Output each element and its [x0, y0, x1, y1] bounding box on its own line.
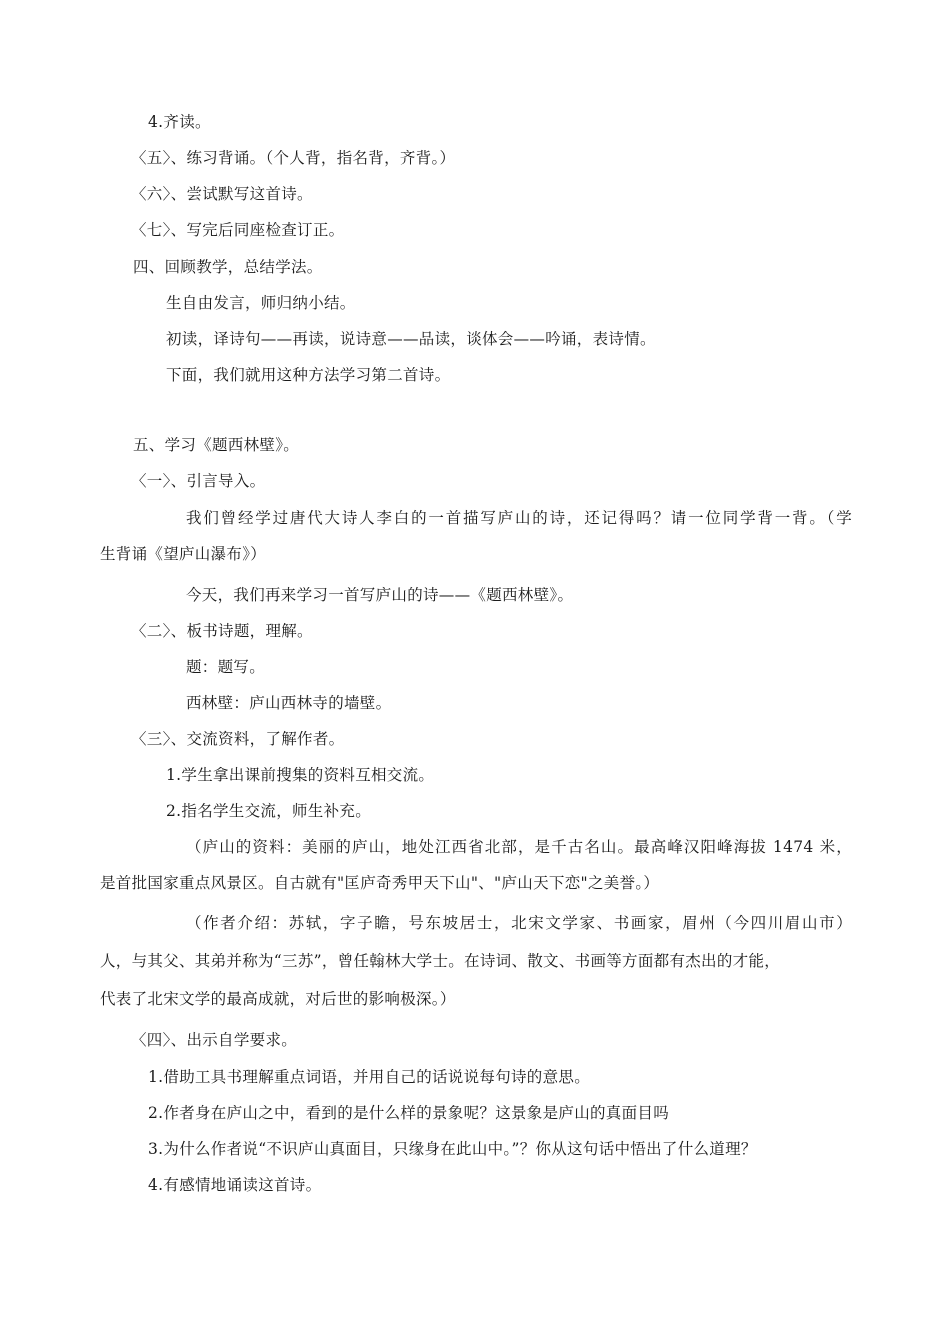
author-line-3: 代表了北宋文学的最高成就，对后世的影响极深。） [100, 990, 456, 1008]
step-4-recite-together: 4.齐读。 [148, 113, 211, 131]
introduction-paragraph [100, 508, 852, 564]
review-method-summary: 初读，译诗句——再读，说诗意——品读，谈体会——吟诵，表诗情。 [166, 330, 656, 348]
section-4-self-study: 〈四〉、出示自学要求。 [131, 1031, 298, 1049]
section-5-practice-recite: 〈五〉、练习背诵。（个人背，指名背，齐背。） [131, 149, 456, 167]
author-introduction-paragraph [100, 913, 852, 1009]
section-7-peer-check: 〈七〉、写完后同座检查订正。 [131, 221, 345, 239]
section-6-dictation: 〈六〉、尝试默写这首诗。 [131, 185, 313, 203]
requirement-3: 3.为什么作者说“不识庐山真面目，只缘身在此山中。”？你从这句话中悟出了什么道理？ [148, 1140, 757, 1158]
introduction-line-2: 生背诵《望庐山瀑布》） [100, 545, 267, 563]
heading-4-review: 四、回顾教学，总结学法。 [133, 258, 323, 276]
materials-step-1: 1.学生拿出课前搜集的资料互相交流。 [166, 766, 435, 784]
section-3-author-materials: 〈三〉、交流资料，了解作者。 [131, 730, 345, 748]
introduction-line-1: 我们曾经学过唐代大诗人李白的一首描写庐山的诗，还记得吗？请一位同学背一背。（学 [186, 509, 852, 527]
requirement-4: 4.有感情地诵读这首诗。 [148, 1176, 322, 1194]
review-next-poem: 下面，我们就用这种方法学习第二首诗。 [166, 366, 451, 384]
section-2-title-board: 〈二〉、板书诗题，理解。 [131, 622, 313, 640]
title-meaning-xilinbi: 西林壁：庐山西林寺的墙壁。 [186, 694, 392, 712]
requirement-2: 2.作者身在庐山之中，看到的是什么样的景象呢？这景象是庐山的真面目吗 [148, 1104, 669, 1122]
materials-step-2: 2.指名学生交流，师生补充。 [166, 802, 371, 820]
lushan-materials-paragraph [100, 837, 852, 893]
title-meaning-ti: 题：题写。 [186, 658, 266, 676]
today-poem-line: 今天，我们再来学习一首写庐山的诗——《题西林壁》。 [186, 586, 574, 604]
section-1-introduction: 〈一〉、引言导入。 [131, 472, 266, 490]
lushan-line-2: 是首批国家重点风景区。自古就有"匡庐奇秀甲天下山"、"庐山天下恋"之美誉。） [100, 874, 660, 892]
requirement-1: 1.借助工具书理解重点词语，并用自己的话说说每句诗的意思。 [148, 1068, 590, 1086]
heading-5-study-poem: 五、学习《题西林壁》。 [133, 436, 300, 454]
review-free-speech: 生自由发言，师归纳小结。 [166, 294, 356, 312]
lushan-line-1: （庐山的资料：美丽的庐山，地处江西省北部，是千古名山。最高峰汉阳峰海拔 1474 米， [186, 838, 852, 856]
author-line-1: （作者介绍：苏轼，字子瞻，号东坡居士，北宋文学家、书画家，眉州（今四川眉山市） [186, 914, 852, 932]
author-line-2: 人，与其父、其弟并称为“三苏”，曾任翰林大学士。在诗词、散文、书画等方面都有杰出的才能， [100, 952, 781, 970]
